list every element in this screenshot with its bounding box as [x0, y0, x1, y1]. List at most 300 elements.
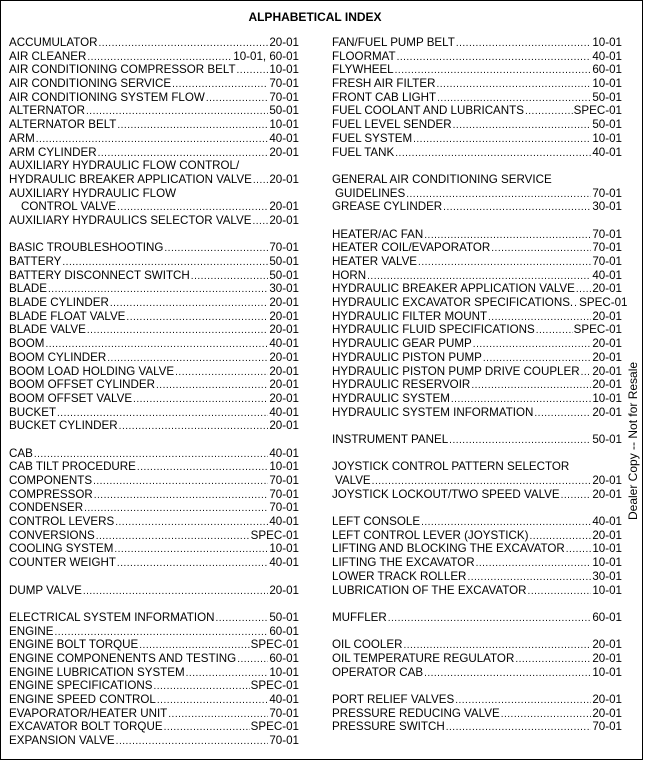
index-entry: [9, 173, 299, 187]
index-entry-label: BASIC TROUBLESHOOTING: [9, 241, 164, 255]
index-entry: [9, 542, 299, 556]
index-entry-label: ARM: [9, 131, 35, 145]
index-entry: [9, 447, 299, 461]
dot-leader: [237, 64, 269, 78]
page-title: ALPHABETICAL INDEX: [248, 10, 382, 24]
index-entry: [9, 693, 299, 707]
index-entry: [332, 570, 622, 584]
index-gap: [9, 228, 299, 242]
index-entry: [332, 50, 622, 64]
index-column-left: [9, 36, 299, 748]
index-entry-page: 70-01: [592, 255, 622, 268]
index-entry: [332, 282, 622, 296]
index-entry-page: SPEC-01: [579, 296, 628, 310]
index-entry-page: 10-01: [592, 665, 622, 679]
index-entry-label: AIR CONDITIONING COMPRESSOR BELT: [9, 63, 236, 77]
dot-leader: [453, 119, 592, 133]
dot-leader: [157, 694, 268, 708]
index-entry-label: EVAPORATOR/HEATER UNIT: [9, 706, 168, 720]
index-entry-label: EXCAVATOR BOLT TORQUE: [9, 720, 163, 734]
dot-leader: [395, 64, 592, 78]
index-entry-label: BLADE VALVE: [9, 323, 86, 337]
index-entry-page: 70-01: [269, 77, 299, 91]
dot-leader: [172, 78, 268, 92]
index-entry-page: 20-01: [592, 474, 622, 487]
index-entry-page: 50-01: [269, 255, 299, 268]
dot-leader: [437, 78, 592, 92]
dot-leader: [206, 92, 269, 106]
dot-leader: [86, 105, 268, 119]
dot-leader: [574, 297, 578, 311]
index-entry: [332, 36, 622, 50]
dot-leader: [48, 283, 268, 297]
dot-leader: [395, 147, 591, 161]
index-entry: [332, 392, 622, 406]
dot-leader: [367, 270, 591, 284]
index-entry: [332, 104, 622, 118]
index-entry: [9, 36, 299, 50]
index-entry-label: LIFTING THE EXCAVATOR: [332, 556, 475, 570]
dot-leader: [153, 680, 249, 694]
index-entry-page: 40-01: [269, 405, 299, 419]
index-entry: [9, 200, 299, 214]
dot-leader: [87, 324, 268, 338]
index-entry-page: SPEC-01: [250, 679, 299, 693]
index-entry: [332, 666, 622, 680]
index-gap: [332, 597, 622, 611]
index-entry-label: OIL TEMPERATURE REGULATOR: [332, 651, 515, 665]
index-entry: [9, 419, 299, 433]
index-entry-label: ENGINE COMPONENENTS AND TESTING: [9, 651, 237, 665]
index-entry: [9, 146, 299, 160]
index-entry: [9, 241, 299, 255]
dot-leader: [83, 585, 269, 599]
index-entry: [9, 638, 299, 652]
dot-leader: [491, 242, 591, 256]
index-entry: [9, 310, 299, 324]
index-entry-page: 70-01: [592, 720, 622, 734]
index-entry-label: AUXILIARY HYDRAULIC FLOW: [9, 186, 177, 200]
index-entry: [332, 433, 622, 447]
index-entry-label: BUCKET: [9, 405, 57, 419]
index-entry-page: 20-01: [592, 693, 622, 706]
index-entry-page: 70-01: [269, 487, 299, 501]
index-entry-label: LEFT CONTROL LEVER (JOYSTICK): [332, 528, 529, 542]
index-entry-page: 40-01: [269, 515, 299, 529]
index-entry: [332, 132, 622, 146]
index-entry-page: 50-01: [592, 118, 622, 132]
index-entry-page: 10-01: [269, 665, 299, 679]
dot-leader: [98, 37, 268, 51]
side-watermark: Dealer Copy -- Not for Resale: [626, 361, 640, 520]
index-entry-page: 20-01: [269, 145, 299, 159]
index-entry-label: CONVERSIONS: [9, 528, 95, 542]
dot-leader: [156, 379, 268, 393]
index-gap: [9, 570, 299, 584]
index-entry-page: 60-01: [592, 610, 622, 624]
dot-leader: [137, 461, 268, 475]
index-entry-label: ALTERNATOR BELT: [9, 118, 117, 132]
index-entry-page: 40-01: [592, 145, 622, 159]
index-entry-label: CONTROL LEVERS: [9, 515, 115, 529]
dot-leader: [36, 133, 269, 147]
index-entry: [9, 365, 299, 379]
index-gap: [332, 501, 622, 515]
index-entry: [9, 118, 299, 132]
index-entry-label: HEATER VALVE: [332, 255, 418, 268]
index-entry: [9, 720, 299, 734]
index-entry-page: 20-01: [592, 350, 622, 364]
index-entry: [9, 63, 299, 77]
index-entry: [332, 63, 622, 77]
index-entry-page: 40-01: [269, 556, 299, 570]
index-entry-page: 10-01: [592, 131, 622, 145]
dot-leader: [126, 311, 268, 325]
index-entry-label: FRONT CAB LIGHT: [332, 90, 437, 104]
index-entry: [332, 638, 622, 652]
index-entry-page: SPEC-01: [573, 104, 622, 118]
dot-leader: [93, 475, 268, 489]
index-entry: [332, 146, 622, 160]
index-entry-page: 40-01: [592, 49, 622, 63]
index-entry-page: 70-01: [592, 241, 622, 255]
dot-leader: [536, 324, 573, 338]
index-entry-label: PRESSURE SWITCH: [332, 720, 445, 734]
index-entry-label: ALTERNATOR: [9, 104, 86, 118]
dot-leader: [488, 311, 591, 325]
index-entry-page: 20-01: [592, 405, 622, 419]
index-entry-page: 70-01: [592, 227, 622, 241]
dot-leader: [406, 188, 591, 202]
index-entry-label: FLYWHEEL: [332, 63, 394, 77]
index-entry: [332, 323, 622, 337]
dot-leader: [237, 653, 268, 667]
index-entry-label: BOOM CYLINDER: [9, 350, 107, 364]
index-entry-page: 40-01: [269, 693, 299, 706]
index-entry: [9, 214, 299, 228]
index-entry-label: FUEL TANK: [332, 145, 395, 159]
dot-leader: [110, 297, 268, 311]
index-gap: [332, 214, 622, 228]
index-entry-label: LUBRICATION OF THE EXCAVATOR: [332, 583, 527, 597]
dot-leader: [529, 530, 591, 544]
index-entry: [9, 282, 299, 296]
index-entry-label: GREASE CYLINDER: [332, 200, 443, 214]
index-entry: [332, 310, 622, 324]
index-entry-page: 20-01: [269, 391, 299, 405]
index-entry-label: HYDRAULIC PISTON PUMP DRIVE COUPLER: [332, 364, 580, 378]
index-entry-page: 10-01: [592, 77, 622, 91]
index-gap: [332, 419, 622, 433]
index-entry: [9, 187, 299, 201]
dot-leader: [525, 105, 573, 119]
index-entry-page: 70-01: [269, 501, 299, 515]
index-entry: [332, 515, 622, 529]
dot-leader: [98, 147, 269, 161]
dot-leader: [501, 708, 592, 722]
index-entry-page: 40-01: [592, 268, 622, 282]
index-entry-label: HYDRAULIC EXCAVATOR SPECIFICATIONS.: [332, 296, 574, 310]
index-entry-page: 10-01: [592, 36, 622, 49]
index-entry-page: 20-01: [269, 583, 299, 597]
index-entry-label: PRESSURE REDUCING VALVE: [332, 706, 500, 720]
index-gap: [9, 597, 299, 611]
index-entry: [332, 187, 622, 201]
index-entry: [9, 460, 299, 474]
index-entry: [9, 392, 299, 406]
dot-leader: [418, 256, 591, 270]
dot-leader: [443, 201, 591, 215]
index-entry: [9, 734, 299, 748]
dot-leader: [421, 516, 591, 530]
index-entry-page: 20-01: [269, 350, 299, 364]
index-gap: [332, 447, 622, 461]
index-column-right: [332, 36, 628, 734]
index-entry-page: 50-01: [592, 90, 622, 104]
index-entry: [9, 269, 299, 283]
index-entry: [332, 652, 622, 666]
dot-leader: [133, 393, 268, 407]
index-entry-page: 10-01: [269, 460, 299, 474]
index-entry: [332, 77, 622, 91]
index-entry-page: 70-01: [269, 706, 299, 720]
index-entry-label: DUMP VALVE: [9, 583, 82, 597]
index-entry-label: OIL COOLER: [332, 638, 403, 652]
dot-leader: [576, 283, 591, 297]
dot-leader: [372, 475, 592, 489]
index-entry-label: BOOM OFFSET VALVE: [9, 391, 133, 405]
index-entry-label: ENGINE SPECIFICATIONS: [9, 679, 153, 693]
index-entry: [332, 337, 622, 351]
index-entry-label: BUCKET CYLINDER: [9, 419, 118, 433]
index-entry-label: COOLING SYSTEM: [9, 542, 114, 556]
index-entry-label: GENERAL AIR CONDITIONING SERVICE: [332, 172, 552, 186]
index-entry-label: ENGINE SPEED CONTROL: [9, 693, 156, 706]
index-entry: [332, 584, 622, 598]
index-entry: [9, 707, 299, 721]
dot-leader: [467, 571, 591, 585]
index-entry-page: 50-01: [269, 610, 299, 624]
dot-leader: [164, 242, 268, 256]
index-entry-label: CONDENSER: [9, 501, 84, 515]
index-entry-label: BATTERY DISCONNECT SWITCH: [9, 268, 190, 282]
index-entry: [9, 556, 299, 570]
index-entry: [332, 611, 622, 625]
dot-leader: [451, 393, 591, 407]
index-entry-page: 70-01: [269, 241, 299, 255]
index-entry-label: LIFTING AND BLOCKING THE EXCAVATOR: [332, 542, 565, 556]
dot-leader: [116, 735, 269, 749]
index-entry: [9, 652, 299, 666]
dot-leader: [186, 667, 269, 681]
index-entry-page: 10-01: [592, 391, 622, 405]
dot-leader: [62, 256, 268, 270]
index-entry-page: 20-01: [592, 706, 622, 720]
index-entry-page: 50-01: [592, 432, 622, 446]
index-entry-page: 40-01: [592, 515, 622, 529]
index-entry-page: 70-01: [269, 474, 299, 487]
index-entry-label: LOWER TRACK ROLLER: [332, 569, 467, 583]
index-entry-label: HYDRAULIC RESERVOIR: [332, 378, 471, 392]
index-entry-page: 20-01: [269, 172, 299, 186]
index-entry-page: 20-01: [269, 296, 299, 310]
dot-leader: [54, 626, 268, 640]
index-entry-label: CAB TILT PROCEDURE: [9, 460, 136, 474]
index-entry-label: BLADE FLOAT VALVE: [9, 309, 126, 323]
index-entry-page: 20-01: [592, 364, 622, 378]
index-entry: [9, 501, 299, 515]
index-entry-page: 40-01: [269, 337, 299, 351]
index-entry-label: BOOM LOAD HOLDING VALVE: [9, 364, 175, 378]
index-entry-label: AIR CLEANER: [9, 49, 87, 63]
index-entry-page: 10-01: [592, 542, 622, 556]
index-entry-label: HYDRAULIC PISTON PUMP: [332, 350, 482, 364]
index-entry-page: 20-01: [269, 200, 299, 214]
index-entry-page: 40-01: [269, 446, 299, 460]
index-entry-label: LEFT CONSOLE: [332, 515, 421, 529]
index-entry-page: 20-01: [269, 323, 299, 337]
index-entry-label: COUNTER WEIGHT: [9, 556, 116, 570]
index-entry-label: HYDRAULIC SYSTEM: [332, 391, 450, 405]
index-entry: [332, 556, 622, 570]
index-entry: [9, 515, 299, 529]
index-entry-label: MUFFLER: [332, 610, 387, 624]
index-entry-page: 10-01: [269, 542, 299, 556]
index-entry-page: 20-01: [269, 309, 299, 323]
index-entry-page: 20-01: [592, 282, 622, 296]
dot-leader: [168, 708, 268, 722]
index-entry-label: FUEL SYSTEM: [332, 131, 413, 145]
dot-leader: [253, 174, 268, 188]
index-entry: [9, 351, 299, 365]
index-entry-label: HORN: [332, 268, 367, 282]
index-entry-page: 70-01: [592, 186, 622, 200]
index-entry-page: 10-01: [592, 583, 622, 597]
index-entry-label: CONTROL VALVE: [21, 200, 117, 214]
index-entry: [332, 474, 622, 488]
index-entry-page: 60-01: [269, 624, 299, 638]
index-entry-page: 30-01: [592, 569, 622, 583]
dot-leader: [561, 489, 592, 503]
index-entry-page: 20-01: [269, 378, 299, 392]
index-entry-label: ACCUMULATOR: [9, 36, 98, 49]
dot-leader: [534, 407, 591, 421]
index-entry: [332, 241, 622, 255]
dot-leader: [94, 489, 269, 503]
index-entry-label: INSTRUMENT PANEL: [332, 432, 449, 446]
index-entry-page: 20-01: [592, 337, 622, 351]
index-entry: [332, 269, 622, 283]
index-entry-label: HYDRAULIC BREAKER APPLICATION VALVE: [9, 172, 252, 186]
index-entry: [9, 50, 299, 64]
dot-leader: [84, 502, 268, 516]
dot-leader: [175, 366, 268, 380]
index-entry: [332, 529, 622, 543]
index-entry-label: HEATER COIL/EVAPORATOR: [332, 241, 491, 255]
index-entry-page: 20-01: [592, 309, 622, 323]
index-entry-label: BOOM OFFSET CYLINDER: [9, 378, 156, 392]
index-gap: [332, 625, 622, 639]
dot-leader: [437, 92, 591, 106]
index-entry-label: EXPANSION VALVE: [9, 734, 115, 748]
index-entry-label: BOOM: [9, 337, 45, 351]
index-entry-label: BLADE CYLINDER: [9, 296, 109, 310]
index-entry-page: 10-01: [269, 63, 299, 77]
index-entry-page: 70-01: [269, 734, 299, 748]
index-entry-label: ENGINE BOLT TORQUE: [9, 638, 139, 652]
index-entry-label: FLOORMAT: [332, 49, 396, 63]
dot-leader: [581, 366, 592, 380]
index-entry-label: JOYSTICK CONTROL PATTERN SELECTOR: [332, 460, 570, 474]
index-entry-label: HYDRAULIC FILTER MOUNT: [332, 309, 488, 323]
dot-leader: [388, 612, 592, 626]
index-gap: [9, 433, 299, 447]
index-entry-page: 20-01: [269, 364, 299, 378]
index-entry-label: ARM CYLINDER: [9, 145, 97, 159]
dot-leader: [456, 37, 592, 51]
dot-leader: [87, 51, 232, 65]
index-entry-label: ENGINE LUBRICATION SYSTEM: [9, 665, 185, 679]
dot-leader: [446, 721, 592, 735]
index-entry: [9, 132, 299, 146]
index-entry: [9, 529, 299, 543]
index-entry-label: HYDRAULIC FLUID SPECIFICATIONS: [332, 323, 535, 337]
index-entry-label: PORT RELIEF VALVES: [332, 693, 455, 706]
index-entry: [9, 625, 299, 639]
index-entry-label: FRESH AIR FILTER: [332, 77, 436, 91]
dot-leader: [397, 51, 592, 65]
index-entry: [332, 693, 622, 707]
index-entry: [9, 584, 299, 598]
dot-leader: [449, 434, 591, 448]
index-entry-label: VALVE: [335, 474, 371, 487]
index-entry-label: BLADE: [9, 282, 48, 296]
index-entry-label: GUIDELINES: [335, 186, 406, 200]
index-entry: [332, 720, 622, 734]
index-entry-page: SPEC-01: [250, 720, 299, 734]
index-entry-page: 50-01: [269, 104, 299, 118]
dot-leader: [45, 338, 268, 352]
index-entry: [332, 406, 622, 420]
dot-leader: [424, 667, 591, 681]
dot-leader: [139, 639, 249, 653]
index-entry: [332, 200, 622, 214]
index-entry: [9, 611, 299, 625]
index-entry: [332, 488, 622, 502]
index-entry-label: ELECTRICAL SYSTEM INFORMATION: [9, 610, 215, 624]
index-entry: [9, 337, 299, 351]
index-entry-page: 60-01: [592, 63, 622, 77]
dot-leader: [164, 721, 250, 735]
index-entry-page: 40-01: [269, 131, 299, 145]
dot-leader: [34, 448, 269, 462]
index-entry-page: 20-01: [592, 487, 622, 501]
index-entry-page: SPEC-01: [250, 638, 299, 652]
dot-leader: [191, 270, 269, 284]
dot-leader: [471, 379, 591, 393]
dot-leader: [566, 543, 592, 557]
index-entry: [332, 255, 622, 269]
index-entry-page: 70-01: [269, 90, 299, 104]
index-entry: [9, 474, 299, 488]
index-entry-page: SPEC-01: [573, 323, 622, 337]
dot-leader: [413, 133, 591, 147]
dot-leader: [115, 516, 268, 530]
dot-leader: [96, 530, 250, 544]
index-entry-label: ENGINE: [9, 624, 54, 638]
dot-leader: [455, 694, 591, 708]
dot-leader: [216, 612, 269, 626]
